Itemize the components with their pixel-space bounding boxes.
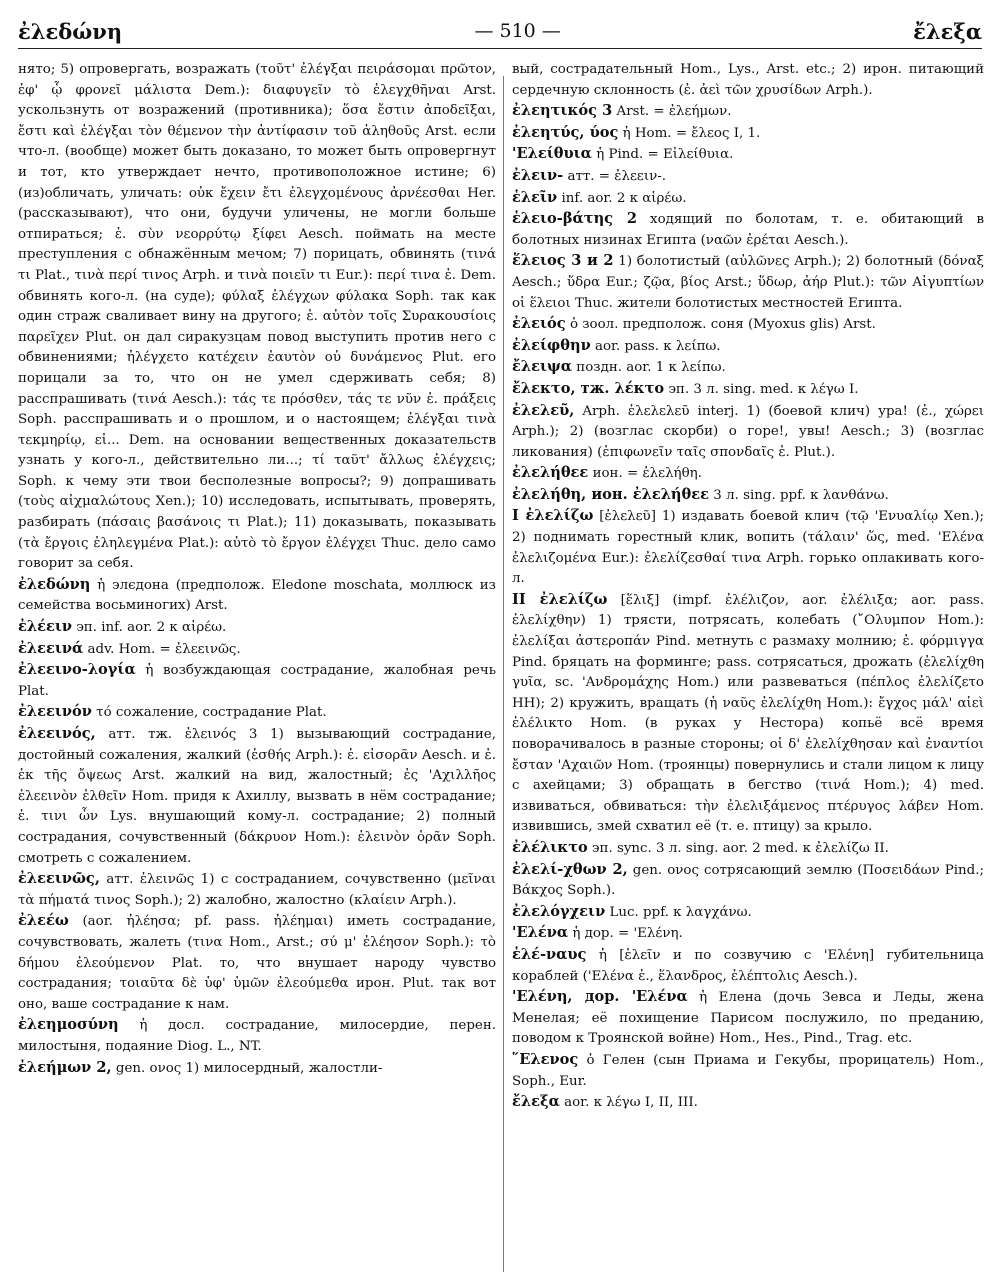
entry-headword: ἐλελήθη, ион. ἐλελήθεε [512, 485, 710, 503]
entry-headword: ἐλεητικός 3 [512, 102, 613, 120]
dictionary-entry [18, 724, 496, 869]
dictionary-entry [18, 639, 496, 661]
dictionary-entry [18, 911, 496, 1015]
entry-definition: эп. sync. 3 л. sing. aor. 2 med. к ἐλελίζω II. [592, 840, 889, 856]
dictionary-entry [18, 617, 496, 639]
entry-definition: атт. = ἐλεειν-. [567, 168, 667, 184]
column-divider [503, 76, 504, 1272]
entry-headword: ἔλεκτο, тж. λέκτο [512, 379, 665, 397]
entry-definition: ἡ Елена (дочь Зевса и Леды, жена Менелая; её похищение Парисом послужило, по преданию, поводом к Троянской войне) Hom., Hes., Pind., Trag. etc. [512, 990, 984, 1047]
entry-definition: τό сожаление, сострадание Plat. [96, 705, 327, 721]
entry-definition: эп. inf. aor. 2 к αἱρέω. [76, 620, 227, 636]
dictionary-entry [512, 60, 984, 101]
header-right-headword: ἔλεξα [913, 18, 982, 44]
entry-headword: ἐλεέω [18, 912, 69, 930]
entry-headword: ἐλεητύς, ύος [512, 123, 619, 141]
dictionary-entry [512, 923, 984, 945]
left-column [18, 60, 496, 1272]
entry-headword: ἐλελεῦ, [512, 401, 575, 419]
entry-definition: adv. Hom. = ἐλεεινῶς. [87, 641, 241, 657]
header-left-headword: ἐλεδώνη [18, 18, 123, 44]
dictionary-entry [18, 1058, 496, 1080]
entry-headword: ἐλεεινῶς, [18, 870, 100, 888]
entry-definition: ἡ дор. = 'Ελένη. [572, 926, 683, 942]
entry-headword: ἐλέειν [18, 618, 73, 636]
dictionary-entry [512, 144, 984, 166]
entry-definition: атт. тж. ἐλεινός 3 1) вызывающий сострадание, достойный сожаления, жалкий (ἐσθής Arph.): ἐ. εἰσορᾶν Aesch. и ἐ. ἐκ τῆς ὄψεως Arst. жалкий на вид, жалостный; ἐς 'Αχιλλῆος ἐλεεινὸν ἐλθεῖν Hom. придя к Ахиллу, вызвать в нём сострадание; ἐ. τινι ὧν Lys. внушающий кому-л. сострадание; 2) полный сострадания, сочувственный (δάκρυον Hom.): ἐλεινὸν ὁρᾶν Soph. смотреть с сожалением. [18, 727, 496, 866]
entry-definition: Arst. = ἐλεήμων. [616, 104, 732, 120]
dictionary-entry [512, 379, 984, 401]
entry-headword: ἐλειός [512, 315, 566, 333]
right-column [512, 60, 984, 1272]
entry-headword: 'Ελείθυια [512, 145, 592, 163]
entry-headword: 'Ελένη, дор. 'Ελένα [512, 988, 688, 1006]
entry-definition: [ἕλιξ] (impf. ἐλέλιζον, aor. ἐλέλιξα; aor. pass. ἐλελίχθην) 1) трясти, потрясать, колебать (῎Ολυμπον Hom.): ἐλελίξαι ἀστεροπάν Pind. метнуть с размаху молнию; ἐ. φόρμιγγα Pind. бряцать на форминге; pass. сотрясаться, дрожать (ἐλελίχθη γυῖα, sc. 'Ανδρομάχης Hom.) или развеваться (πέπλος ἐλελίζετο НН); 2) кружить, вращать (ἡ ναῦς ἐλελίχθη Hom.): ἔγχος μάλ' αἰεὶ ἐλέλικτο Hom. (в руках у Нестора) копьё всё время поворачивалось в разные стороны; οἱ δ' ἐλελίχθησαν καὶ ἐναντίοι ἔσταν 'Αχαιῶν Hom. (троянцы) повернулись и стали лицом к лицу с ахейцами; 3) обращать в бегство (τινά Hom.); 4) med. извиваться, обвиваться: τὴν ἐλελιξάμενος πτέρυγος λάβεν Hom. извившись, змей схватил её (т. е. птицу) за крыло. [512, 592, 984, 835]
dictionary-entry [512, 1050, 984, 1092]
entry-headword: ἑλειο-βάτης 2 [512, 210, 638, 228]
entry-definition: inf. aor. 2 к αἱρέω. [561, 190, 687, 206]
entry-definition: вый, сострадательный Hom., Lys., Arst. etc.; 2) ирон. питающий сердечную склонность (ἐ. ἀεὶ τῶν χρυσίδων Arph.). [512, 62, 984, 98]
dictionary-entry [512, 357, 984, 379]
entry-definition: нято; 5) опровергать, возражать (τοῦτ' ἐλέγξαι πειράσομαι πρῶτον, ἐφ' ᾧ φρονεῖ μάλιστα Dem.): διαφυγεῖν τὸ ἐλεγχθῆναι Arst. ускользнуть от возражений (противника); ὅσα ἔστιν ἀποδεῖξαι, ἔστι καὶ ἐλέγξαι τὸν θέμενον τὴν ἀντίφασιν τοῦ ἀληθοῦς Arst. если что-л. (вообще) может быть доказано, то может быть опровергнут и тот, кто утверждает нечто, противоположное истине; 6) (из)обличать, уличать: οὐκ ἔχειν ἔτι ἐλεγχομένους ἀρνέεσθαι Her. (рассказывают), что они, будучи уличены, не могли больше отпираться; ἐ. σὺν νεορρύτῳ ξίφει Aesch. поймать на месте преступления с обнажённым мечом; 7) порицать, обвинять (τινά τι Plat., τινὰ περί τινος Arph. и τινὰ ποιεῖν τι Eur.): περί τινα ἐ. Dem. обвинять кого-л. (на суде); φύλαξ ἐλέγχων φύλακα Soph. так как один страж сваливает вину на другого; ἐ. αὐτὸν τοῖς Συρακουσίοις παρεῖχεν Plut. он дал сиракузцам повод выступить против него с обвинениями; ἠλέγχετο κατέχειν ἑαυτὸν οὐ δυνάμενος Plut. его порицали за то, что он не умел сдерживать себя; 8) расспрашивать (τινά Aesch.): τάς τε πρόσθεν, τάς τε νῦν ἐ. πράξεις Soph. расспрашивать и о прошлом, и о настоящем; ἐλέγξαι τινὰ τεκμηρίῳ, εἰ... Dem. на основании вещественных доказательств узнать у кого-л., действительно ли...; τί ταῦτ' ἄλλως ἐλέγχεις; Soph. к чему эти твои бесполезные вопросы?; 9) допрашивать (τοὺς αἰχμαλώτους Xen.); 10) исследовать, испытывать, проверять, разбирать (πάσαις βασάνοις τι Plat.); 11) доказывать, показывать (τὰ ἔργοις ἐληλεγμένα Plat.): αὐτὸ τὸ ἔργον ἐλέγχει Thuc. дело само говорит за себя. [18, 62, 496, 572]
dictionary-entry [512, 485, 984, 507]
page-number: — 510 — [474, 20, 561, 42]
dictionary-entry [512, 166, 984, 188]
dictionary-entry [18, 660, 496, 702]
entry-definition: ходящий по болотам, т. е. обитающий в болотных низинах Египта (ναῶν ἐρέται Aesch.). [512, 212, 984, 248]
entry-definition: ἡ возбуждающая сострадание, жалобная речь Plat. [18, 663, 496, 699]
entry-definition: 1) болотистый (αὐλῶνες Arph.); 2) болотный (δόναξ Aesch.; ὕδρα Eur.; ζῷα, βίος Arst.; ὕδωρ, ἀήρ Plut.): τῶν Αἰγυπτίων οἱ ἕλειοι Thuc. жители болотистых местностей Египта. [512, 254, 984, 311]
entry-headword: ἐλεήμων 2, [18, 1058, 112, 1076]
dictionary-entry [512, 401, 984, 464]
dictionary-entry [18, 869, 496, 911]
entry-definition: gen. ονος 1) милосердный, жалостли- [115, 1060, 383, 1076]
dictionary-entry [512, 209, 984, 251]
entry-definition: gen. ονος сотрясающий землю (Ποσειδάων Pind.; Βάκχος Soph.). [512, 862, 984, 899]
entry-definition: ὁ зоол. предполож. соня (Myoxus glis) Arst. [569, 317, 876, 333]
entry-headword: ἐλεδώνη [18, 575, 91, 593]
dictionary-entry [18, 60, 496, 575]
entry-headword: I ἐλελίζω [512, 507, 594, 525]
entry-definition: эп. 3 л. sing. med. к λέγω I. [668, 381, 859, 397]
entry-headword: ἐλελήθεε [512, 464, 589, 482]
dictionary-entry [512, 838, 984, 860]
entry-headword: ἐλελόγχειν [512, 902, 606, 920]
entry-definition: Luc. ppf. к λαγχάνω. [609, 904, 752, 920]
entry-headword: ἐλέλικτο [512, 838, 588, 856]
entry-headword: ἐλεεινο-λογία [18, 661, 136, 679]
entry-headword: ἐλεεινά [18, 639, 84, 657]
dictionary-entry [512, 987, 984, 1050]
entry-headword: ἔλειψα [512, 358, 573, 376]
entry-headword: ἐλελί-χθων 2, [512, 860, 628, 878]
entry-definition: ὁ Гелен (сын Приама и Гекубы, прорицатель) Hom., Soph., Eur. [512, 1052, 984, 1089]
dictionary-entry [512, 590, 984, 838]
entry-headword: ἕλειος 3 и 2 [512, 252, 614, 270]
entry-definition: ἡ Hom. = ἔλεος I, 1. [622, 125, 761, 141]
entry-headword: ἑλεῖν [512, 188, 558, 206]
entry-definition: 3 л. sing. ppf. к λανθάνω. [713, 487, 889, 503]
dictionary-entry [512, 506, 984, 589]
entry-definition: (aor. ἠλέησα; pf. pass. ἠλέημαι) иметь сострадание, сочувствовать, жалеть (τινα Hom., Arst.; σύ μ' ἐλέησον Soph.): τὸ δήμου ἐλεούμενον Plat. то, что внушает народу чувство сострадания; τοιαῦτα δὲ ὑφ' ὑμῶν ἐλεούμεθα ирон. Plut. так вот оно, ваше сострадание к нам. [18, 914, 496, 1012]
dictionary-entry [512, 1092, 984, 1114]
entry-headword: ἐλειν- [512, 166, 564, 184]
entry-headword: ἐλεεινόν [18, 703, 92, 721]
dictionary-entry [512, 314, 984, 336]
entry-headword: ἐλείφθην [512, 336, 591, 354]
entry-definition: [ἐλελεῦ] 1) издавать боевой клич (τῷ 'Ενυαλίῳ Xen.); 2) поднимать горестный клик, вопить (τάλαιν' ὥς, med. 'Ελένα ἐλελιζομένα Eur.): ἐλελίζεσθαί τινα Arph. горько оплакивать кого-л. [512, 509, 984, 587]
dictionary-entry [18, 1015, 496, 1057]
dictionary-entry [18, 575, 496, 617]
entry-definition: поздн. aor. 1 к λείπω. [576, 360, 726, 376]
entry-headword: ἔλεξα [512, 1093, 560, 1111]
dictionary-entry [512, 902, 984, 924]
entry-definition: aor. к λέγω I, II, III. [564, 1095, 698, 1111]
dictionary-entry [512, 945, 984, 987]
dictionary-entry [512, 101, 984, 123]
dictionary-entry [512, 860, 984, 902]
dictionary-entry [512, 463, 984, 485]
entry-definition: ἡ элєдона (предполож. Eledone moschata, моллюск из семейства восьминогих) Arst. [18, 577, 496, 614]
entry-headword: ἐλεεινός, [18, 725, 96, 742]
entry-definition: ἡ досл. сострадание, милосердие, перен. милостыня, подаяние Diog. L., NT. [18, 1018, 496, 1054]
entry-definition: ἡ [ἑλεῖν и по созвучию с 'Ελένη] губительница кораблей ('Ελένα ἑ., ἕλανδρος, ἑλέπτολις Aesch.). [512, 947, 984, 984]
entry-definition: Arph. ἐλελελεῦ interj. 1) (боевой клич) ура! (ἐ., χώρει Arph.); 2) (возглас скорби) о горе!, увы! Aesch.; 3) (возглас ликования) (ἐπιφωνεῖν ταῖς σπονδαῖς ἐ. Plut.). [512, 403, 984, 460]
entry-definition: ион. = ἐλελήθη. [592, 466, 702, 482]
entry-headword: ἑλέ-ναυς [512, 945, 587, 963]
dictionary-entry [512, 123, 984, 145]
entry-headword: ἐλεημοσύνη [18, 1016, 119, 1034]
dictionary-entry [512, 188, 984, 210]
page-header [18, 14, 982, 49]
entry-definition: ἡ Pind. = Εἰλείθυια. [596, 147, 734, 163]
entry-headword: ῞Ελενος [512, 1050, 579, 1068]
entry-headword: II ἐλελίζω [512, 590, 608, 608]
entry-definition: атт. ἐλεινῶς 1) с состраданием, сочувственно (μεῖναι τὰ πήματά τινος Soph.); 2) жалобно, жалостно (κλαίειν Arph.). [18, 872, 496, 908]
dictionary-entry [18, 702, 496, 724]
dictionary-entry [512, 336, 984, 358]
entry-definition: aor. pass. к λείπω. [594, 338, 721, 354]
dictionary-entry [512, 251, 984, 314]
entry-headword: 'Ελένα [512, 924, 569, 942]
